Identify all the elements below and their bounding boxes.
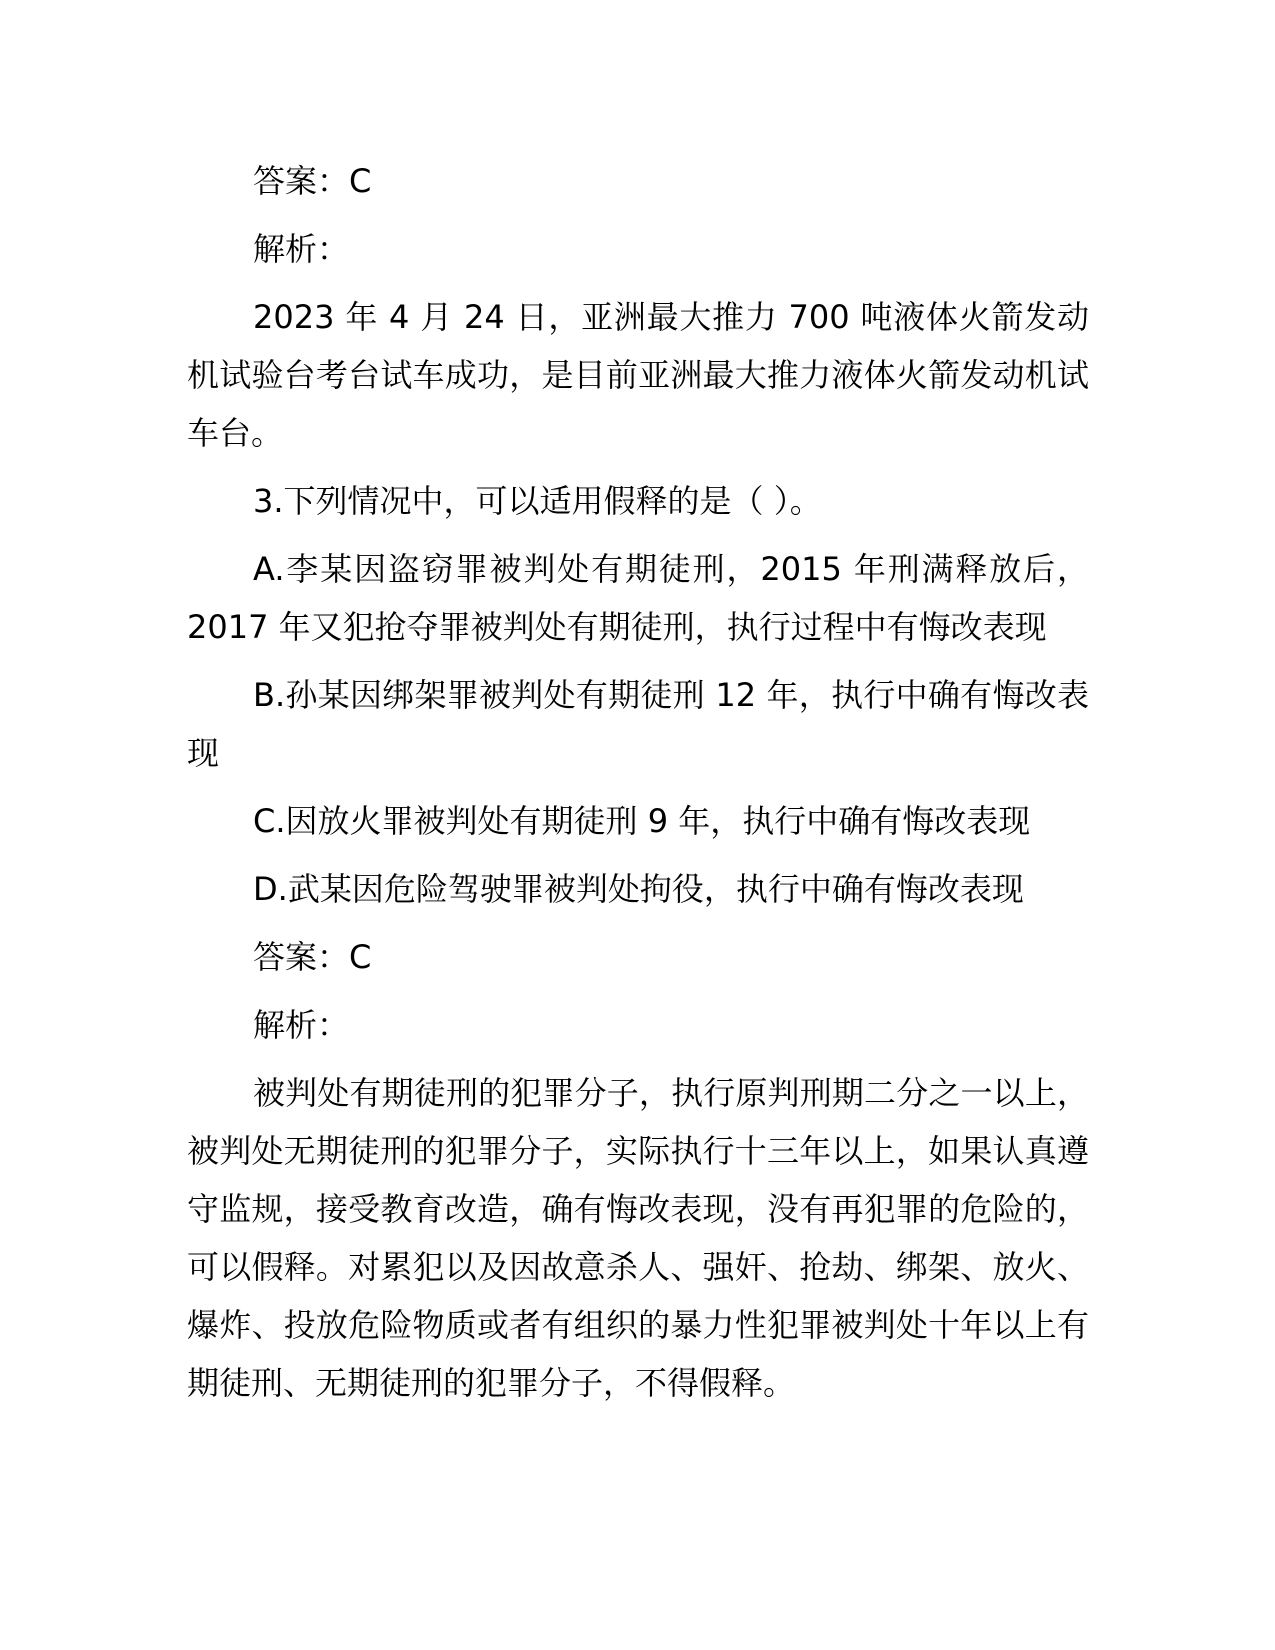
analysis-paragraph: 被判处有期徒刑的犯罪分子，执行原判刑期二分之一以上，被判处无期徒刑的犯罪分子，实际执行十三年以上，如果认真遵守监规，接受教育改造，确有悔改表现，没有再犯罪的危险的，可以假释。对累犯以及因故意杀人、强奸、抢劫、绑架、放火、爆炸、投放危险物质或者有组织的暴力性犯罪被判处十年以上有期徒刑、无期徒刑的犯罪分子，不得假释。 [187,1074,1089,1402]
option-b: B.孙某因绑架罪被判处有期徒刑 12 年，执行中确有悔改表现 [187,676,1089,772]
document-body [187,152,1089,1422]
question-text: 3.下列情况中，可以适用假释的是（ ）。 [253,482,822,520]
option-c: C.因放火罪被判处有期徒刑 9 年，执行中确有悔改表现 [253,802,1031,840]
answer-label: 答案：C [253,938,372,976]
answer-label: 答案：C [253,162,372,200]
option-d: D.武某因危险驾驶罪被判处拘役，执行中确有悔改表现 [253,870,1024,908]
analysis-label: 解析： [253,230,350,268]
option-a: A.李某因盗窃罪被判处有期徒刑，2015 年刑满释放后，2017 年又犯抢夺罪被判处有期徒刑，执行过程中有悔改表现 [187,550,1089,646]
analysis-label: 解析： [253,1006,350,1044]
analysis-paragraph: 2023 年 4 月 24 日，亚洲最大推力 700 吨液体火箭发动机试验台考台试车成功，是目前亚洲最大推力液体火箭发动机试车台。 [187,298,1089,452]
